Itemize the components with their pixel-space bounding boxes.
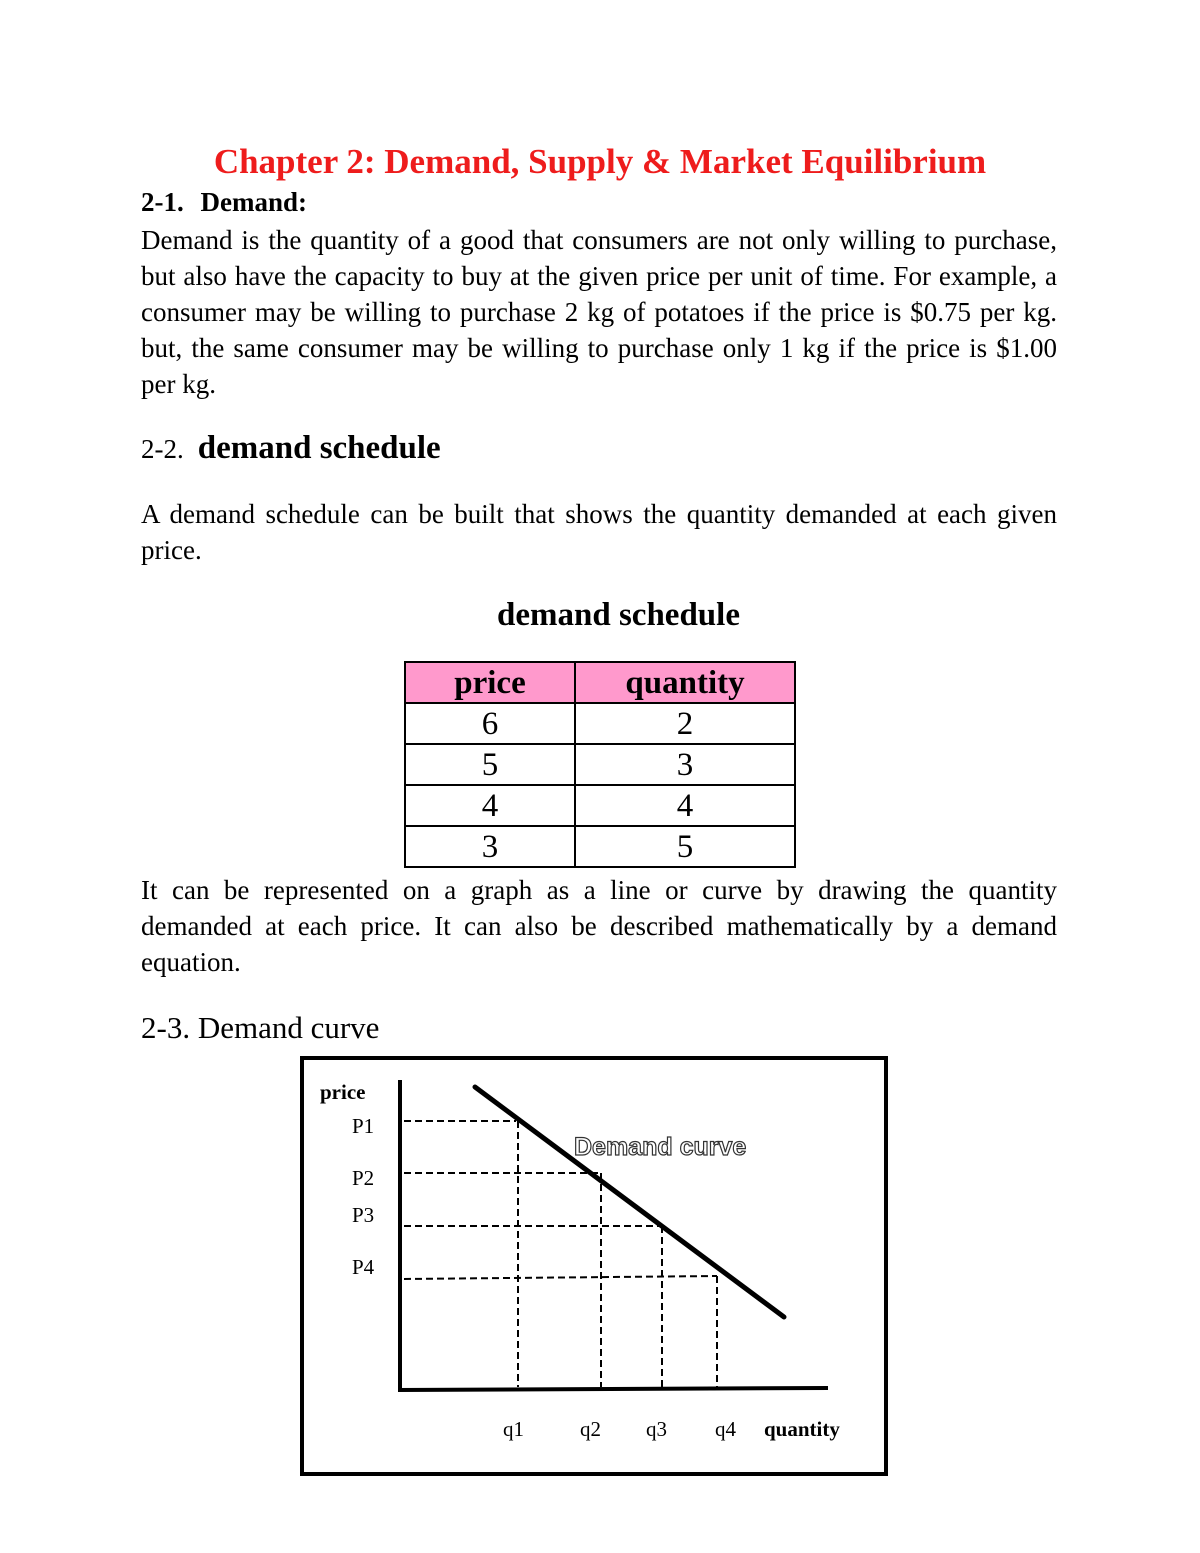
section-2-2-title: demand schedule [197,430,441,466]
table-row [405,785,795,826]
section-2-1-number: 2-1. [141,187,184,217]
table-row [405,703,795,744]
cell-quantity: 2 [575,703,795,744]
price-label-p4: P4 [352,1255,375,1279]
table-title: demand schedule [497,597,740,633]
demand-curve-line [475,1087,784,1317]
section-2-1-title: Demand: [200,187,307,217]
cell-quantity: 5 [575,826,795,867]
cell-quantity: 3 [575,744,795,785]
table-row [405,826,795,867]
column-header-price: price [405,662,575,703]
demand-schedule-table [404,661,796,868]
cell-quantity: 4 [575,785,795,826]
x-axis [398,1388,828,1390]
cell-price: 6 [405,703,575,744]
column-header-quantity: quantity [575,662,795,703]
price-label-p3: P3 [352,1203,375,1227]
quantity-label-q1: q1 [503,1417,524,1441]
demand-schedule-paragraph: A demand schedule can be built that shows the quantity demanded at each given price. [141,499,1057,565]
demand-curve-figure [300,1056,888,1476]
y-axis-label: price [320,1080,366,1104]
demand-curve-diagram [304,1060,884,1472]
section-2-2-number: 2-2. [141,434,184,464]
guide-p4 [404,1276,717,1279]
table-row [405,744,795,785]
table-header-row [405,662,795,703]
price-label-p2: P2 [352,1166,375,1190]
demand-definition-paragraph: Demand is the quantity of a good that consumers are not only willing to purchase, but also have the capacity to buy at the given price per unit of time. For example, a consumer may be willing to purchase 2 kg of potatoes if the price is $0.75 per kg. but, the same consumer may be willing to purchase only 1 kg if the price is $1.00 per kg. [141,225,1057,399]
section-2-1-heading [141,185,307,219]
section-2-2-heading [141,428,441,469]
section-2-3-heading: 2-3. Demand curve [141,1010,380,1045]
cell-price: 3 [405,826,575,867]
quantity-label-q2: q2 [580,1417,601,1441]
cell-price: 4 [405,785,575,826]
price-label-p1: P1 [352,1114,375,1138]
cell-price: 5 [405,744,575,785]
graph-representation-paragraph: It can be represented on a graph as a line or curve by drawing the quantity demanded at each price. It can also be described mathematically by a demand equation. [141,875,1057,977]
quantity-label-q4: q4 [715,1417,736,1441]
chapter-title: Chapter 2: Demand, Supply & Market Equilibrium [213,142,987,181]
demand-curve-label: Demand curve [574,1133,747,1161]
x-axis-label: quantity [764,1417,840,1441]
quantity-label-q3: q3 [646,1417,667,1441]
